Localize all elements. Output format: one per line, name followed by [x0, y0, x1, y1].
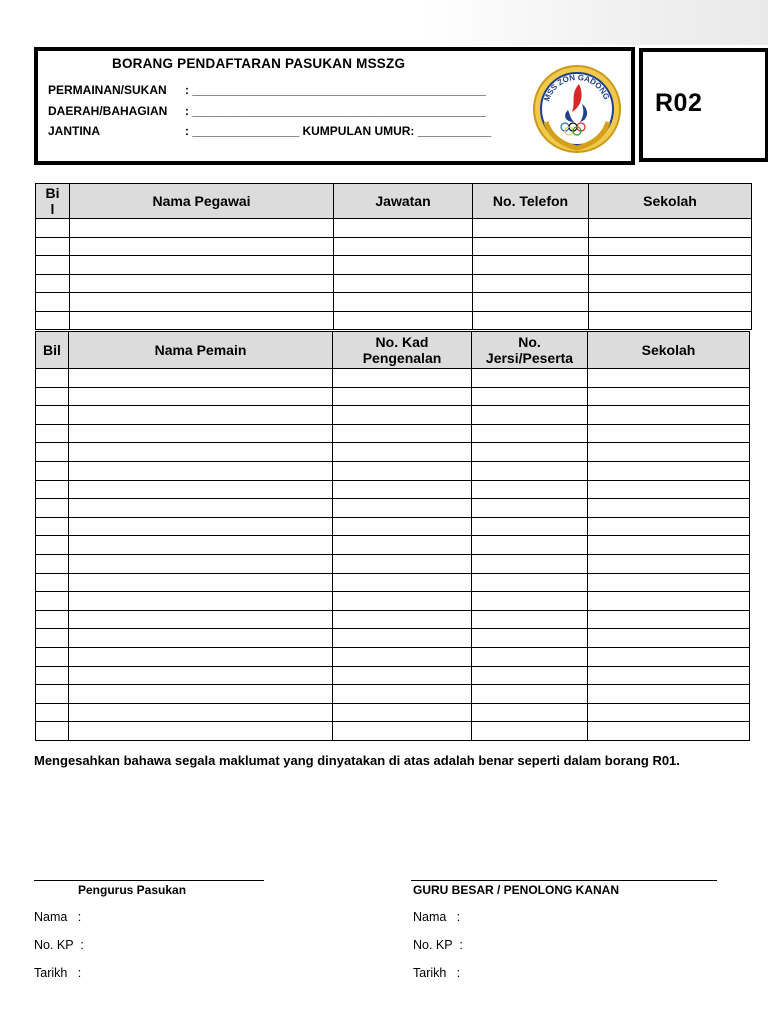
players-table-cell[interactable] [36, 499, 69, 518]
officials-table-cell[interactable] [473, 237, 589, 256]
players-table-cell[interactable] [36, 536, 69, 555]
officials-table-row [36, 293, 752, 312]
players-table-cell[interactable] [69, 387, 333, 406]
players-table-cell[interactable] [333, 461, 472, 480]
players-table-cell[interactable] [333, 647, 472, 666]
players-table-cell[interactable] [333, 387, 472, 406]
players-table-cell[interactable] [36, 573, 69, 592]
players-table-cell[interactable] [333, 424, 472, 443]
players-table-cell[interactable] [472, 387, 588, 406]
players-table-cell[interactable] [472, 647, 588, 666]
signature-line-manager[interactable] [34, 880, 264, 881]
field-label-gender: JANTINA [48, 124, 101, 138]
players-table-row [36, 573, 750, 592]
officials-table-cell[interactable] [70, 293, 334, 312]
players-table-cell[interactable] [472, 703, 588, 722]
players-table-cell[interactable] [333, 629, 472, 648]
players-table-row [36, 406, 750, 425]
manager-tarikh-field[interactable]: Tarikh : [34, 966, 82, 980]
officials-table-cell[interactable] [36, 219, 70, 238]
officials-table-cell[interactable] [36, 274, 70, 293]
players-table-cell[interactable] [36, 443, 69, 462]
players-table-cell[interactable] [588, 666, 750, 685]
players-table-cell[interactable] [588, 499, 750, 518]
players-table-row [36, 647, 750, 666]
players-table-cell[interactable] [36, 647, 69, 666]
officials-table-cell[interactable] [334, 293, 473, 312]
field-blank-gender-age-group[interactable]: : ________________ KUMPULAN UMUR: ___________ [185, 124, 492, 138]
players-table-row [36, 685, 750, 704]
players-table-cell[interactable] [36, 629, 69, 648]
headmaster-nama-field[interactable]: Nama : [413, 910, 461, 924]
players-table-cell[interactable] [472, 461, 588, 480]
players-table-row [36, 703, 750, 722]
players-table-cell[interactable] [333, 703, 472, 722]
officials-table-cell[interactable] [473, 219, 589, 238]
officials-table-row [36, 256, 752, 275]
players-table-row [36, 369, 750, 388]
officials-table-cell[interactable] [473, 256, 589, 275]
headmaster-tarikh-field[interactable]: Tarikh : [413, 966, 461, 980]
players-table-cell[interactable] [69, 703, 333, 722]
form-code: R02 [655, 89, 703, 117]
players-table-cell[interactable] [69, 536, 333, 555]
officials-table-cell[interactable] [36, 256, 70, 275]
players-table-row [36, 536, 750, 555]
col-header-bil: Bi l [36, 184, 70, 219]
officials-table-cell[interactable] [473, 274, 589, 293]
players-table-row [36, 461, 750, 480]
players-table-cell[interactable] [69, 666, 333, 685]
players-table-cell[interactable] [588, 480, 750, 499]
players-table-cell[interactable] [472, 666, 588, 685]
officials-table-cell[interactable] [70, 274, 334, 293]
players-table-cell[interactable] [69, 424, 333, 443]
players-table-row [36, 480, 750, 499]
players-table [35, 331, 750, 741]
players-table-cell[interactable] [36, 406, 69, 425]
officials-table-cell[interactable] [589, 293, 752, 312]
players-table-cell[interactable] [69, 629, 333, 648]
officials-table-row [36, 219, 752, 238]
players-table-cell[interactable] [588, 610, 750, 629]
officials-table-cell[interactable] [334, 274, 473, 293]
players-table-cell[interactable] [69, 554, 333, 573]
officials-table-cell[interactable] [70, 237, 334, 256]
players-table-row [36, 424, 750, 443]
players-table-cell[interactable] [588, 629, 750, 648]
players-table-cell[interactable] [472, 685, 588, 704]
players-table-cell[interactable] [333, 406, 472, 425]
field-label-sport: PERMAINAN/SUKAN [48, 83, 167, 97]
players-table-cell[interactable] [588, 387, 750, 406]
players-table-cell[interactable] [36, 685, 69, 704]
officials-table-cell[interactable] [589, 237, 752, 256]
players-table-cell[interactable] [333, 536, 472, 555]
players-table-cell[interactable] [472, 499, 588, 518]
officials-table-row [36, 237, 752, 256]
officials-table-cell[interactable] [589, 219, 752, 238]
players-table-cell[interactable] [472, 480, 588, 499]
players-table-cell[interactable] [588, 443, 750, 462]
players-table-cell[interactable] [36, 461, 69, 480]
players-table-cell[interactable] [333, 499, 472, 518]
players-table-cell[interactable] [588, 722, 750, 741]
players-table-cell[interactable] [472, 536, 588, 555]
players-table-cell[interactable] [588, 461, 750, 480]
players-table-row [36, 554, 750, 573]
players-table-cell[interactable] [69, 499, 333, 518]
players-table-cell[interactable] [588, 406, 750, 425]
players-table-cell[interactable] [36, 666, 69, 685]
players-table-row [36, 387, 750, 406]
officials-table-cell[interactable] [36, 237, 70, 256]
players-table-cell[interactable] [69, 610, 333, 629]
officials-table-cell[interactable] [70, 256, 334, 275]
players-table-cell[interactable] [36, 424, 69, 443]
players-table-cell[interactable] [588, 517, 750, 536]
form-title: BORANG PENDAFTARAN PASUKAN MSSZG [112, 56, 406, 71]
players-table-cell[interactable] [69, 592, 333, 611]
officials-table-cell[interactable] [473, 311, 589, 330]
players-table-cell[interactable] [333, 517, 472, 536]
col-header-nama-pemain: Nama Pemain [69, 332, 333, 369]
players-table-cell[interactable] [69, 406, 333, 425]
players-table-cell[interactable] [36, 554, 69, 573]
field-blank-sport[interactable]: : ____________________________________________ [185, 83, 486, 97]
page-top-shading [0, 0, 768, 45]
players-table-cell[interactable] [472, 424, 588, 443]
field-blank-district[interactable]: : ____________________________________________ [185, 104, 486, 118]
col-header-nama-pegawai: Nama Pegawai [70, 184, 334, 219]
players-table-cell[interactable] [588, 573, 750, 592]
players-table-cell[interactable] [472, 629, 588, 648]
officials-table-cell[interactable] [334, 256, 473, 275]
players-table-cell[interactable] [472, 554, 588, 573]
players-table-cell[interactable] [472, 443, 588, 462]
players-table-cell[interactable] [36, 369, 69, 388]
officials-header-row [36, 184, 752, 219]
officials-table [35, 183, 752, 330]
players-table-cell[interactable] [472, 592, 588, 611]
players-table-cell[interactable] [69, 573, 333, 592]
players-table-row [36, 629, 750, 648]
officials-table-cell[interactable] [36, 293, 70, 312]
players-table-row [36, 610, 750, 629]
players-table-cell[interactable] [36, 703, 69, 722]
players-table-cell[interactable] [588, 536, 750, 555]
players-table-row [36, 666, 750, 685]
players-table-cell[interactable] [588, 592, 750, 611]
officials-table-row [36, 274, 752, 293]
players-table-row [36, 499, 750, 518]
col-header-jawatan: Jawatan [334, 184, 473, 219]
players-table-cell[interactable] [333, 369, 472, 388]
officials-table-cell[interactable] [36, 311, 70, 330]
signature-line-headmaster[interactable] [411, 880, 717, 881]
headmaster-no-kp-field[interactable]: No. KP : [413, 938, 463, 952]
players-header-row [36, 332, 750, 369]
players-table-cell[interactable] [333, 722, 472, 741]
logo-text: MSS ZON GADONG [542, 72, 612, 103]
players-table-row [36, 722, 750, 741]
players-table-cell[interactable] [333, 573, 472, 592]
players-table-cell[interactable] [588, 424, 750, 443]
signature-title-headmaster: GURU BESAR / PENOLONG KANAN [413, 883, 620, 897]
mss-zon-gadong-logo-icon [532, 64, 622, 154]
players-table-cell[interactable] [333, 666, 472, 685]
players-table-cell[interactable] [36, 610, 69, 629]
signature-title-manager: Pengurus Pasukan [78, 883, 187, 897]
players-table-cell[interactable] [69, 517, 333, 536]
players-table-cell[interactable] [333, 554, 472, 573]
players-table-cell[interactable] [333, 443, 472, 462]
players-table-cell[interactable] [69, 461, 333, 480]
players-table-cell[interactable] [69, 369, 333, 388]
players-table-cell[interactable] [588, 685, 750, 704]
players-table-cell[interactable] [588, 369, 750, 388]
officials-table-row [36, 311, 752, 330]
officials-table-cell[interactable] [70, 219, 334, 238]
officials-table-cell[interactable] [589, 274, 752, 293]
col-header-sekolah: Sekolah [589, 184, 752, 219]
officials-table-cell[interactable] [334, 219, 473, 238]
confirmation-statement: Mengesahkan bahawa segala maklumat yang dinyatakan di atas adalah benar seperti dalam borang R01. [34, 753, 680, 768]
players-table-cell[interactable] [333, 480, 472, 499]
players-table-cell[interactable] [69, 685, 333, 704]
players-table-cell[interactable] [36, 480, 69, 499]
players-table-cell[interactable] [472, 369, 588, 388]
players-table-cell[interactable] [36, 722, 69, 741]
col-header-bil: Bil [36, 332, 69, 369]
players-table-cell[interactable] [472, 406, 588, 425]
col-header-sekolah: Sekolah [588, 332, 750, 369]
field-label-district: DAERAH/BAHAGIAN [48, 104, 168, 118]
col-header-no-jersi: No. Jersi/Peserta [472, 332, 588, 369]
players-table-cell[interactable] [333, 610, 472, 629]
players-table-cell[interactable] [472, 573, 588, 592]
players-table-row [36, 592, 750, 611]
players-table-cell[interactable] [69, 480, 333, 499]
players-table-row [36, 443, 750, 462]
manager-no-kp-field[interactable]: No. KP : [34, 938, 84, 952]
players-table-cell[interactable] [588, 703, 750, 722]
players-table-cell[interactable] [69, 443, 333, 462]
players-table-cell[interactable] [472, 517, 588, 536]
players-table-cell[interactable] [333, 685, 472, 704]
officials-table-cell[interactable] [334, 237, 473, 256]
officials-table-cell[interactable] [334, 311, 473, 330]
manager-nama-field[interactable]: Nama : [34, 910, 82, 924]
players-table-cell[interactable] [472, 722, 588, 741]
officials-table-cell[interactable] [473, 293, 589, 312]
players-table-cell[interactable] [588, 647, 750, 666]
players-table-cell[interactable] [36, 592, 69, 611]
players-table-cell[interactable] [36, 387, 69, 406]
players-table-cell[interactable] [69, 722, 333, 741]
officials-table-cell[interactable] [70, 311, 334, 330]
col-header-no-kad-pengenalan: No. Kad Pengenalan [333, 332, 472, 369]
players-table-cell[interactable] [333, 592, 472, 611]
players-table-row [36, 517, 750, 536]
officials-table-cell[interactable] [589, 256, 752, 275]
officials-table-cell[interactable] [589, 311, 752, 330]
players-table-cell[interactable] [69, 647, 333, 666]
players-table-cell[interactable] [36, 517, 69, 536]
col-header-no-telefon: No. Telefon [473, 184, 589, 219]
players-table-cell[interactable] [472, 610, 588, 629]
players-table-cell[interactable] [588, 554, 750, 573]
